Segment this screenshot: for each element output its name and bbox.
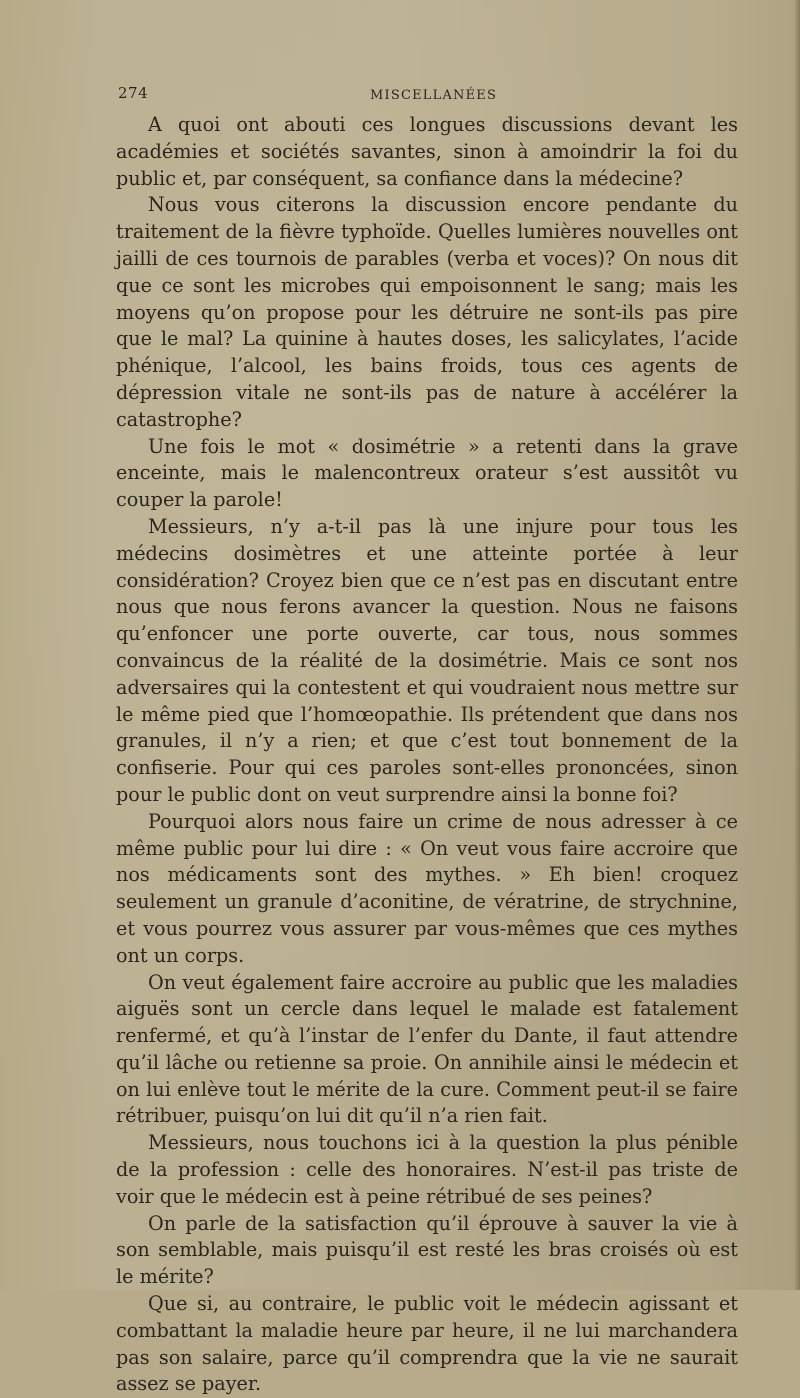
paragraph-7: Messieurs, nous touchons ici à la question la plus pénible de la profession : celle des honoraires. N’est-il pas triste de voir que le médecin est à peine rétribué de ses peines? <box>116 1131 738 1208</box>
body-text <box>116 112 738 1398</box>
paragraph-6: On veut également faire accroire au public que les maladies aiguës sont un cercle dans lequel le malade est fatalement renfermé, et qu’à l’instar de l’enfer du Dante, il faut attendre qu’il lâche ou retienne sa proie. On annihile ainsi le médecin et on lui enlève tout le mérite de la cure. Comment peut-il se faire rétribuer, puisqu’on lui dit qu’il n’a rien fait. <box>116 970 738 1128</box>
paragraph-8: On parle de la satisfaction qu’il éprouve à sauver la vie à son semblable, mais puisqu’il est resté les bras croisés où est le mérite? <box>116 1211 738 1289</box>
paragraph-5: Pourquoi alors nous faire un crime de nous adresser à ce même public pour lui dire : « On veut vous faire accroire que nos médicaments sont des mythes. » Eh bien! croquez seulement un granule d’aconitine, de vératrine, de strychnine, et vous pourrez vous assurer par vous-mêmes que ces mythes ont un corps. <box>116 809 738 967</box>
page-number: 274 <box>118 84 149 102</box>
paragraph-9: Que si, au contraire, le public voit le médecin agissant et combattant la maladie heure par heure, il ne lui marchandera pas son salaire, parce qu’il comprendra que la vie ne saurait assez se payer. <box>116 1292 738 1396</box>
paragraph-1: A quoi ont abouti ces longues discussions devant les académies et sociétés savantes, sinon à amoindrir la foi du public et, par conséquent, sa confiance dans la médecine? <box>116 113 738 190</box>
paragraph-2: Nous vous citerons la discussion encore pendante du traitement de la fièvre typhoïde. Quelles lumières nouvelles ont jailli de ces tournois de parables (verba et voces)? On nous dit que ce sont les microbes qui empoisonnent le sang; mais les moyens qu’on propose pour les détruire ne sont-ils pas pire que le mal? La quinine à hautes doses, les salicylates, l’acide phénique, l’alcool, les bains froids, tous ces agents de dépression vitale ne sont-ils pas de nature à accélérer la catastrophe? <box>116 193 738 431</box>
page-header <box>118 84 738 108</box>
running-head: MISCELLANÉES <box>370 88 498 103</box>
paragraph-3: Une fois le mot « dosimétrie » a retenti dans la grave enceinte, mais le malencontreux orateur s’est aussitôt vu couper la parole! <box>116 434 738 512</box>
page-edge-shadow <box>794 0 800 1290</box>
paragraph-4: Messieurs, n’y a-t-il pas là une injure pour tous les médecins dosimètres et une atteinte portée à leur considération? Croyez bien que ce n’est pas en discutant entre nous que nous ferons avancer la question. Nous ne faisons qu’enfoncer une porte ouverte, car tous, nous sommes convaincus de la réalité de la dosimétrie. Mais ce sont nos adversaires qui la contestent et qui voudraient nous mettre sur le même pied que l’homœopathie. Ils prétendent que dans nos granules, il n’y a rien; et que c’est tout bonnement de la confiserie. Pour qui ces paroles sont-elles prononcées, sinon pour le public dont on veut surprendre ainsi la bonne foi? <box>116 514 738 806</box>
